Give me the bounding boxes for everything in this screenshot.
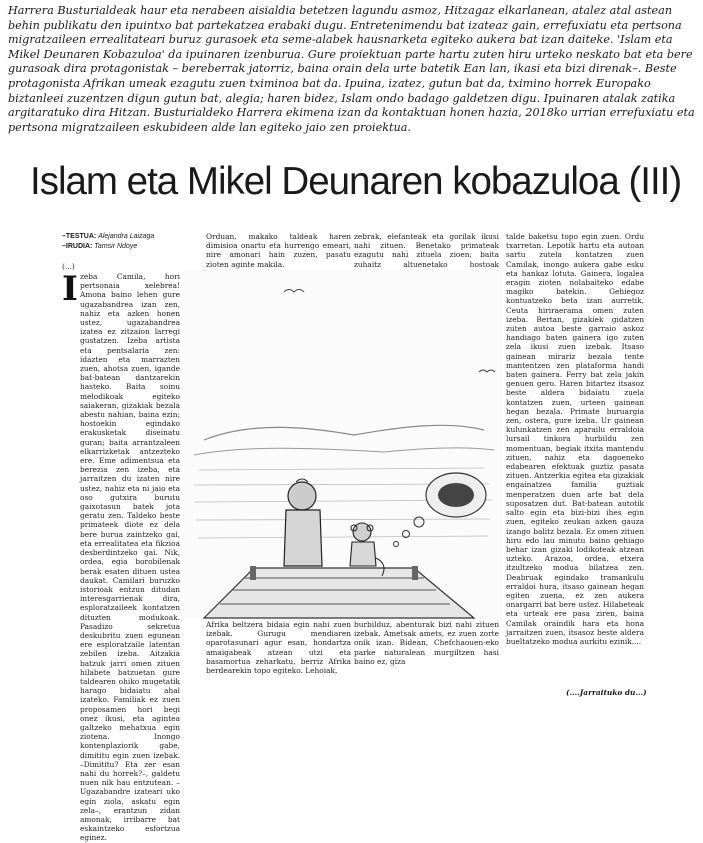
- credit-text-author: Alejandra Laizaga: [98, 233, 155, 240]
- article-title: Islam eta Mikel Deunaren kobazuloa (III): [30, 160, 682, 203]
- intro-paragraph: Harrera Busturialdeak haur eta nerabeen aisialdia betetzen lagundu asmoz, Hitzagaz elkarlanean, atalez atal astean behin publikatu den ipuintxo bat partekatzea erabaki dugu. Entretenimendu bat izateaz gain, errefuxiatu eta pertsona migratzaileen errealitateari buruz gurasoek eta seme-alabek hausnarketa egiteko aukera bat izan daiteke. 'Islam eta Mikel Deunaren Kobazuloa' da ipuinaren izenburua. Gure proiektuan parte hartu zuten hiru urteko neskato bat eta bere gurasoak dira protagonistak – bereberrak jatorriz, baina orain dela urte batetik Ean lan, ikasi eta bizi direnak–. Beste protagonista Afrikan umeak ezagutu zuen tximinoa bat da. Ipuina, izatez, gutun bat da, tximino horrek Europako biztanleei zuzentzen digun gutun bat, alegia; haren bidez, Islam ondo badago galdetzen digu. Ipuinaren atalak zatika argitaratuko dira Hitzan. Busturialdeko Harrera ekimena izan da kontaktuan honen hazia, 2018ko urrian errefuxiatu eta pertsona migratzaileen eskubideen alde lan egiteko jaio zen proiektua.: [8, 4, 695, 134]
- story-column-3: zebrak, elefanteak eta gorilak ikusi nahi zituen. Benetako primateak ezagutu nahi zituela zioen; baita zuhaitz altuenetako hostoak: [354, 232, 499, 269]
- story-column-2: Orduan, makako taldeak haren dimisioa onartu eta hurrengo emeari, nire amonari hain zuzen, pasatu zioten aginte makila.: [206, 232, 351, 269]
- boat-dock-illustration: [184, 270, 502, 618]
- to-be-continued: (....Jarraituko du...): [566, 688, 647, 697]
- story-column-5: Afrika beltzera bidaia egin nahi zuen izebak. Gurugu mendiaren oparotasunari agur esan, hondartza amaigabeak atzean utzi eta basamortua zeharkatu, berriz Afrika berdearekin topo egiteko. Lehoiak,: [206, 620, 351, 676]
- drop-cap: I: [62, 269, 78, 309]
- story-column-1: zeba Camila, hori pertsonaia xelebrea! Amona baino lehen gure ugazabandrea izan zen, nahiz eta azken honen ustez, ugazabandrea izatea ez zitzaion larregi gustatzen. Izeba artista eta pentsalaria zen: idazten eta marrazten zuen, ahotsa zuen, igande bat-batean dantzarekin hasteko. Baita soinu melodikoak egiteko saiakeran, gizakiak bezala abestu nahian, baina ezin; hostoekin egindako erakusketak diseinatu guran; baita arrantzaleen elkarrizketak antzezteko ere. Eme adimentsua eta berezia zen izeba, eta jarraitzen du izaten nire ustez, nahiz eta ni jaio eta oso gutxira burutu gaixotasun batek jota geratu zen. Taldeko beste primateek diote ez dela bere burua zaintzeko gai, eta errealitatea eta fikzioa desberdintzeko gai. Nik, ordea, egia borobilenak berak esaten dituen ustea daukat. Camilari buruzko istorioak entzun ditudan interesgarrienak dira, esploratzaileek kontatzen dituzten modukoak. Pasadizo sekretua deskubritu zuen egunean ere esploratzaile latentan zebilen izeba. Aitzakia batzuk jarri omen zituen hilabete batzuetan gure taldearen ohiko mugetatik harago bidaiatu ahal izateko. Familiak ez zuen proposamen hori begi onez ikusi, eta agintea galtzeko mehatxua egin ziotena. Inongo kontenplaziorik gabe, dimititu egin zuen izebak. –Dimititu? Eta zer esan nahi du horrek?–, galdetu nuen nik hau entzutean. –Ugazabandre izateari uko egin ziola, askatu egin zela–, erantzun zidan amonak, irribarre bat eskaintzeko esfortzua eginez.: [80, 272, 180, 843]
- story-column-4: talde baketsu topo egin zuen. Ordu txarretan. Lepotik hartu eta autoan sartu zutela kontatzen zuen Camilak, inongo aukera gabe esku eta hankaz lotuta. Gainera, logalea eragin zioten nolabaiteko edabe magiko batekin. Gehiegoz kontuatzeko beta izan aurretik, Ceuta hiriraerama omen zuten izeba. Bertan, gizakiek gidatzen zuten autoa beste garraio askoz handiago baten gainera igo zuten zela ikusi zuen izebak. Itsaso gainean mirariz bezala tente mantentzen zen plataforma handi baten gainera. Ferry bat zela jakin genuen gero. Haren bitartez itsasoz beste aldera bidaiatu zuela kontatzen zuen, urteen gainean hegan bezala. Primate buruargia zen, ostera, gure izeba. Ur gainean kulunkatzen zen aparailu erraldoia lursail tinkora hurbildu zen momentuan, begiak itxita mantendu zituen, nahiz eta dagoeneko edabearen efektuak guztiz pasata zituen. Antzerkia egitea eta gizakiak engainatzea familia guztiak menperatzen duen arte bat dela suposatzen dut. Bat-batean autotik salto egin eta bizi-bizi ihes egin zuen, egiteko zeukan azken gauza izango balitz bezala. Ez omen zituen hiru edo lau minutu baino gehiago behar izan gizaki lodikoteak atzean uzteko. Arazoa, ordea, etxera itzultzeko modua bilatzea zen. Deabruak egindako tramankulu erraldoi hura, itsaso gainean hegan egiten zuena, ez zen aukera onargarri bat bere ustez. Hilabeteak eta urteak ere pasa ziren, baina Camilak oraindik hara eta hona jarraitzen zuen, itsasoz beste aldera bueltatzeko modua aurkitu ezinik....: [506, 232, 644, 646]
- story-column-6: burbilduz, abenturak bizi nahi zituen izebak. Ametsak amets, ez zuen zorte onik izan. Bidean, Chefchaouen-eko parke naturalean murgiltzen hasi baino ez, giza: [354, 620, 499, 666]
- article-credits: [62, 232, 202, 251]
- credit-text-label: –TESTUA:: [62, 233, 97, 240]
- credit-image-label: –IRUDIA:: [62, 242, 93, 250]
- story-lead-ellipsis: (...): [62, 262, 75, 271]
- credit-image-author: Tamsir Ndoye: [94, 242, 138, 250]
